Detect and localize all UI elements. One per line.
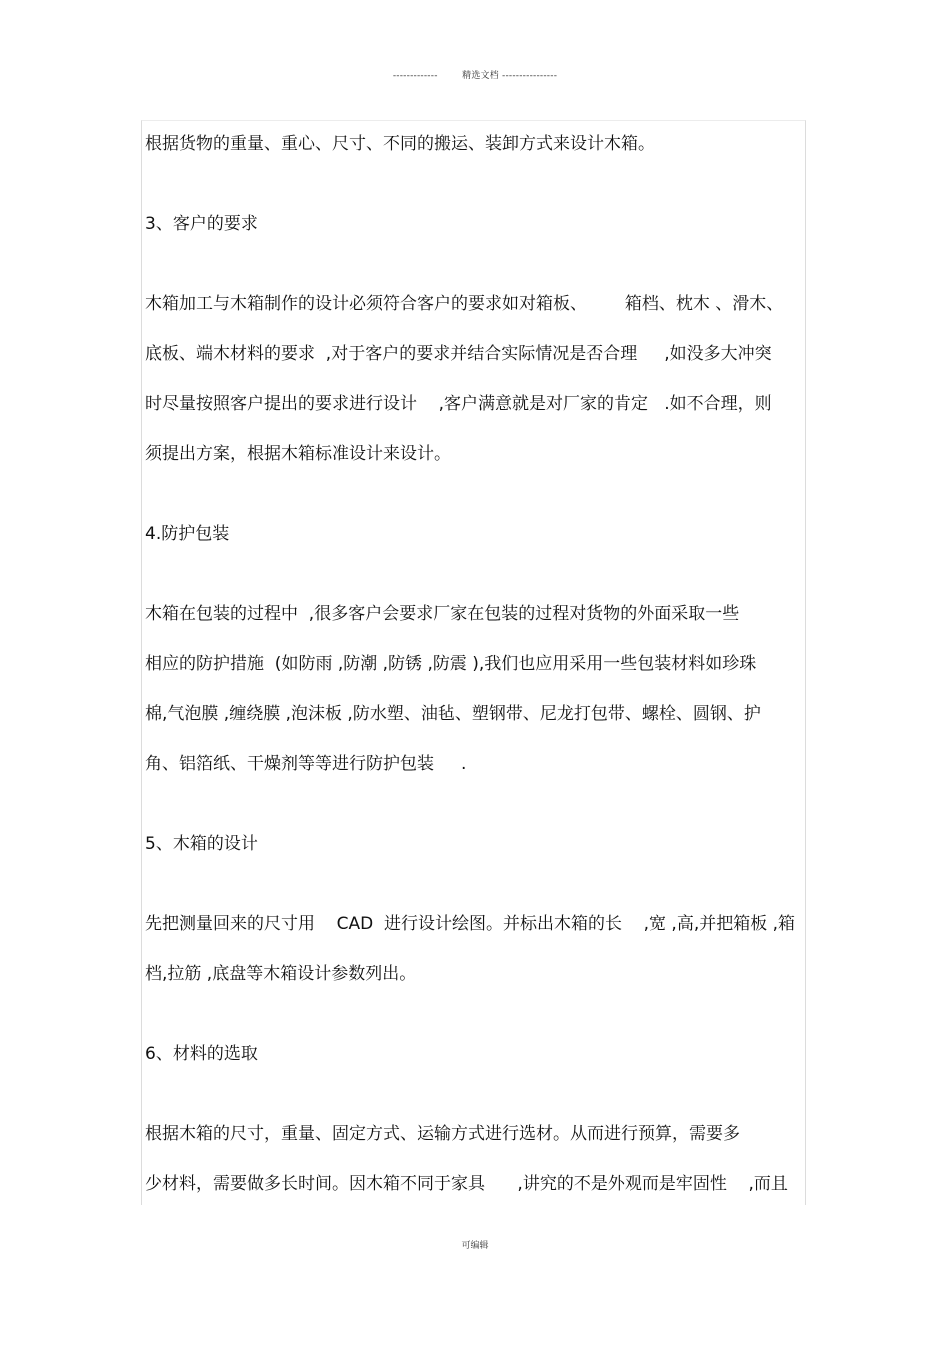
page-footer: 可编辑 bbox=[461, 1241, 489, 1251]
page-header: ------------- 精选文档 ---------------- bbox=[392, 71, 558, 81]
body-line: 少材料，需要做多长时间。因木箱不同于家具 ,讲究的不是外观而是牢固性 ,而且 bbox=[145, 1174, 788, 1194]
body-line: 须提出方案，根据木箱标准设计来设计。 bbox=[145, 444, 451, 464]
body-line: 角、铝箔纸、干燥剂等等进行防护包装 . bbox=[145, 754, 467, 774]
body-line: 相应的防护措施 (如防雨 ,防潮 ,防锈 ,防震 ),我们也应用采用一些包装材料如珍珠 bbox=[145, 654, 757, 674]
section-heading: 3、客户的要求 bbox=[145, 214, 258, 234]
body-line: 木箱在包装的过程中 ,很多客户会要求厂家在包装的过程对货物的外面采取一些 bbox=[145, 604, 740, 624]
section-heading: 4.防护包装 bbox=[145, 524, 230, 544]
section-heading: 6、材料的选取 bbox=[145, 1044, 258, 1064]
body-line: 先把测量回来的尺寸用 CAD 进行设计绘图。并标出木箱的长 ,宽 ,高,并把箱板 ,箱 bbox=[145, 914, 796, 934]
body-line: 根据木箱的尺寸，重量、固定方式、运输方式进行选材。从而进行预算，需要多 bbox=[145, 1124, 740, 1144]
body-line: 木箱加工与木箱制作的设计必须符合客户的要求如对箱板、 箱档、枕木 、滑木、 bbox=[145, 294, 784, 314]
body-line: 根据货物的重量、重心、尺寸、不同的搬运、装卸方式来设计木箱。 bbox=[145, 134, 655, 154]
section-heading: 5、木箱的设计 bbox=[145, 834, 258, 854]
body-line: 底板、端木材料的要求 ,对于客户的要求并结合实际情况是否合理 ,如没多大冲突 bbox=[145, 344, 772, 364]
body-line: 档,拉筋 ,底盘等木箱设计参数列出。 bbox=[145, 964, 417, 984]
body-line: 棉,气泡膜 ,缠绕膜 ,泡沫板 ,防水塑、油毡、塑钢带、尼龙打包带、螺栓、圆钢、护 bbox=[145, 704, 761, 724]
body-line: 时尽量按照客户提出的要求进行设计 ,客户满意就是对厂家的肯定 .如不合理，则 bbox=[145, 394, 772, 414]
